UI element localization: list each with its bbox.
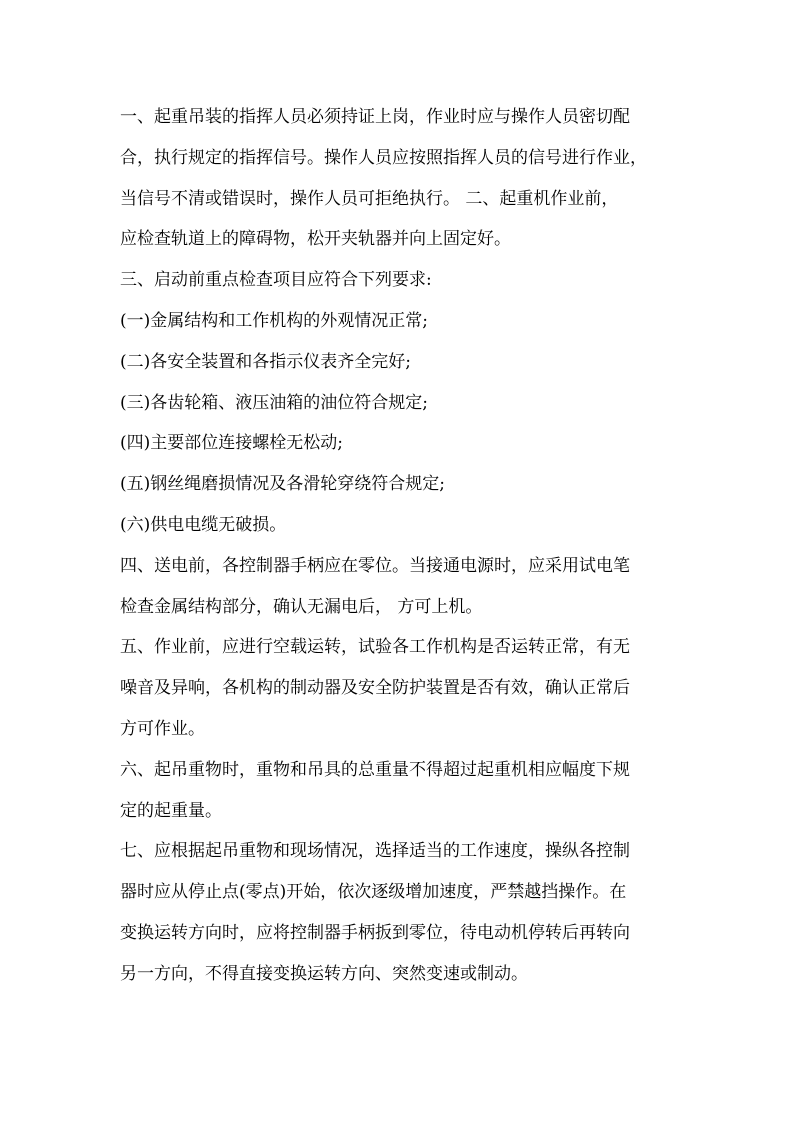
text-line-5: 三、启动前重点检查项目应符合下列要求: <box>120 270 432 291</box>
text-line-11: (六)供电电缆无破损。 <box>120 514 287 535</box>
text-line-7: (二)各安全装置和各指示仪表齐全完好; <box>120 351 411 372</box>
text-line-20: 器时应从停止点(零点)开始，依次逐级增加速度，严禁越挡操作。在 <box>120 882 627 903</box>
text-line-12: 四、送电前，各控制器手柄应在零位。当接通电源时，应采用试电笔 <box>120 555 630 576</box>
text-line-15: 噪音及异响，各机构的制动器及安全防护装置是否有效，确认正常后 <box>120 678 630 699</box>
text-line-19: 七、应根据起吊重物和现场情况，选择适当的工作速度，操纵各控制 <box>120 841 630 862</box>
text-line-10: (五)钢丝绳磨损情况及各滑轮穿绕符合规定; <box>120 474 445 495</box>
text-line-17: 六、起吊重物时，重物和吊具的总重量不得超过起重机相应幅度下规 <box>120 759 630 780</box>
text-line-1: 一、起重吊装的指挥人员必须持证上岗，作业时应与操作人员密切配 <box>120 107 630 127</box>
text-line-14: 五、作业前，应进行空载运转，试验各工作机构是否运转正常，有无 <box>120 637 630 658</box>
text-line-8: (三)各齿轮箱、液压油箱的油位符合规定; <box>120 392 428 413</box>
text-line-21: 变换运转方向时，应将控制器手柄扳到零位，待电动机停转后再转向 <box>120 922 630 943</box>
text-line-16: 方可作业。 <box>120 718 205 739</box>
text-line-4: 应检查轨道上的障碍物，松开夹轨器并向上固定好。 <box>120 229 511 250</box>
text-line-18: 定的起重量。 <box>120 800 222 821</box>
text-line-13: 检查金属结构部分，确认无漏电后， 方可上机。 <box>120 596 483 617</box>
text-line-6: (一)金属结构和工作机构的外观情况正常; <box>120 310 428 331</box>
text-line-2: 合，执行规定的指挥信号。操作人员应按照指挥人员的信号进行作业， <box>120 147 647 168</box>
text-line-9: (四)主要部位连接螺栓无松动; <box>120 433 343 454</box>
text-line-22: 另一方向，不得直接变换运转方向、突然变速或制动。 <box>120 963 528 984</box>
document-body <box>120 97 680 995</box>
text-line-3: 当信号不清或错误时，操作人员可拒绝执行。 二、起重机作业前， <box>120 188 619 209</box>
